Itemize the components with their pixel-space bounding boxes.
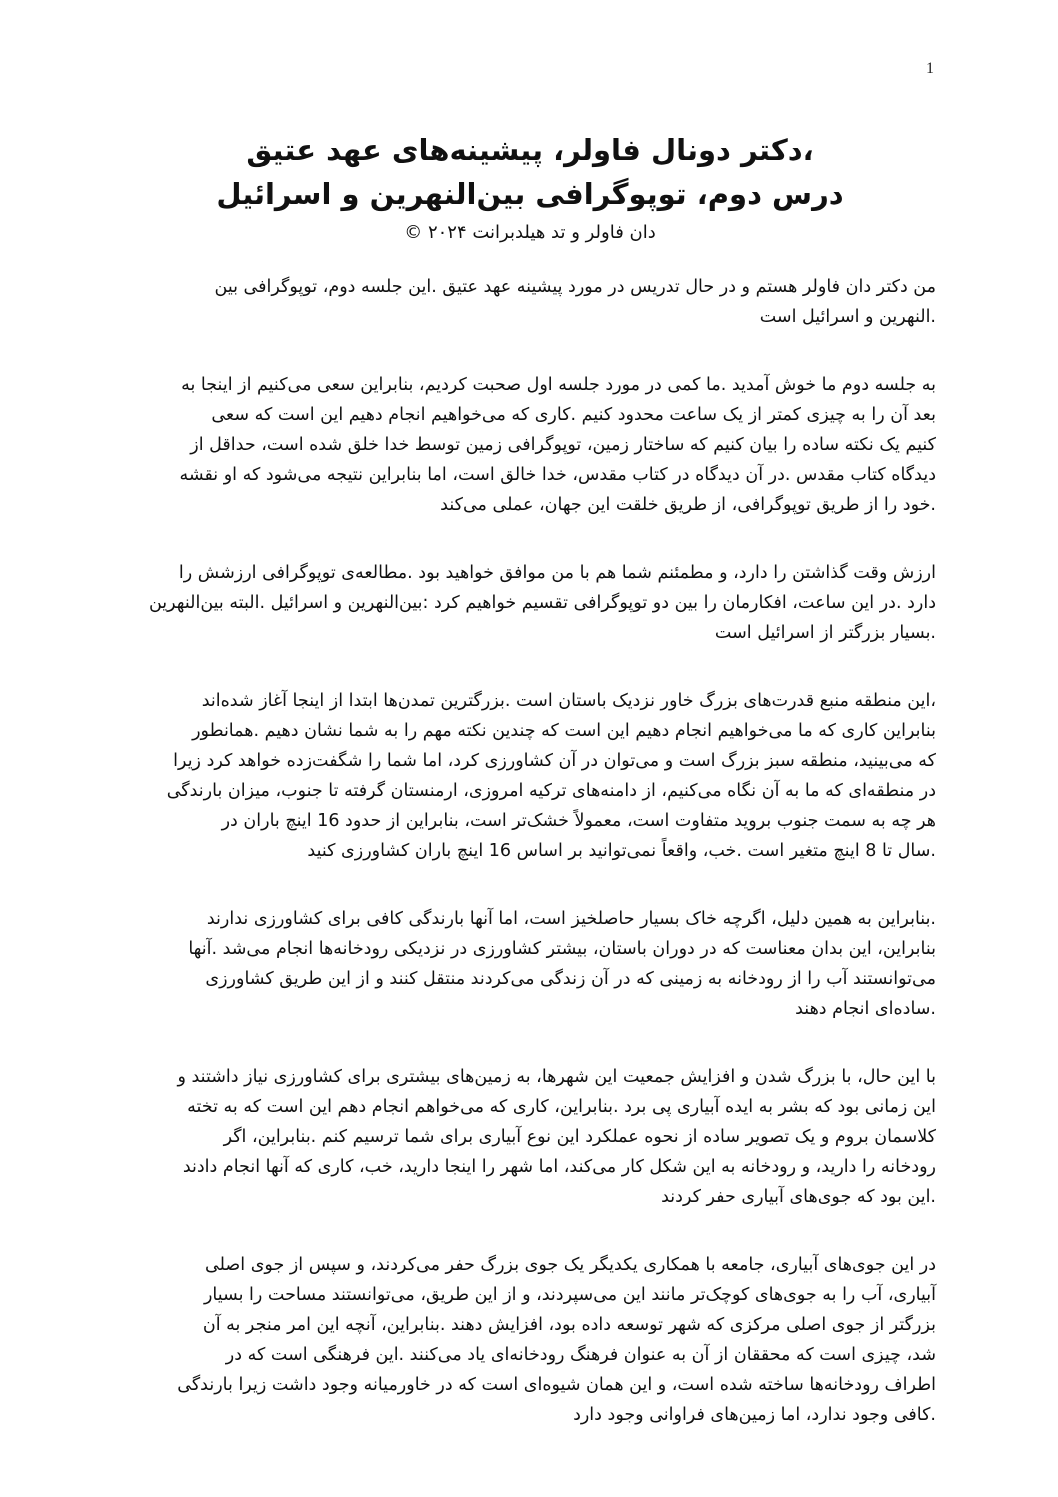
text-line: من دکتر دان فاولر هستم و در حال تدریس در مورد پیشینه عهد عتیق .این جلسه دوم، توپوگرافی بین [214, 277, 936, 297]
text-line: .این بود که جوی‌های آبیاری حفر کردند [661, 1187, 936, 1207]
document-body [120, 272, 936, 1468]
document-title-line-1: ،دکتر دونال فاولر، پیشینه‌های عهد عتیق [246, 133, 814, 167]
text-line: بعد آن را به چیزی کمتر از یک ساعت محدود کنیم .کاری که می‌خواهیم انجام دهیم این است که سعی [211, 405, 936, 425]
paragraph-4 [120, 686, 936, 866]
paragraph-7 [120, 1250, 936, 1430]
text-line: می‌توانستند آب را از رودخانه به زمینی که در آن زندگی می‌کردند منتقل کنند و از این طریق کشاورزی [205, 969, 936, 989]
text-line: .سال تا 8 اینچ متغیر است .خب، واقعاً نمی‌توانید بر اساس 16 اینچ باران کشاورزی کنید [307, 841, 936, 861]
text-line: .خود را از طریق توپوگرافی، از طریق خلقت این جهان، عملی می‌کند [440, 495, 936, 515]
text-line: دیدگاه کتاب مقدس .در آن دیدگاه در کتاب مقدس، خدا خالق است، اما بنابراین نتیجه می‌شود که او نقشه [179, 465, 936, 485]
paragraph-2 [120, 370, 936, 520]
text-line: در این جوی‌های آبیاری، جامعه با همکاری یکدیگر یک جوی بزرگ حفر می‌کردند، و سپس از جوی اصلی [205, 1255, 936, 1275]
text-line: که می‌بینید، منطقه سبز بزرگ است و می‌توان در آن کشاورزی کرد، اما شما را شگفت‌زده خواهد کرد زیرا [173, 751, 936, 771]
paragraph-6 [120, 1062, 936, 1212]
text-line: به جلسه دوم ما خوش آمدید .ما کمی در مورد جلسه اول صحبت کردیم، بنابراین سعی می‌کنیم از اینجا به [181, 375, 936, 395]
page-number: 1 [926, 60, 934, 77]
text-line: بنابراین، این بدان معناست که در دوران باستان، بیشتر کشاورزی در نزدیکی رودخانه‌ها انجام می‌شد .آنها [188, 939, 936, 959]
text-line: در منطقه‌ای که ما به آن نگاه می‌کنیم، از دامنه‌های ترکیه امروزی، ارمنستان گرفته تا جنوب، میزان بارندگی [166, 781, 936, 801]
text-line: دارد .در این ساعت، افکارمان را بین دو توپوگرافی تقسیم خواهیم کرد :بین‌النهرین و اسرائیل .البته بین‌النهرین [148, 593, 936, 613]
text-line: کلاسمان بروم و یک تصویر ساده از نحوه عملکرد این نوع آبیاری برای شما ترسیم کنم .بنابراین، اگر [223, 1127, 936, 1147]
text-line: کنیم یک نکته ساده را بیان کنیم که ساختار زمین، توپوگرافی زمین توسط خدا خلق شده است، حداقل از [190, 435, 936, 455]
text-line: .بنابراین به همین دلیل، اگرچه خاک بسیار حاصلخیز است، اما آنها بارندگی کافی برای کشاورزی ندارند [206, 909, 936, 929]
text-line: .ساده‌ای انجام دهند [795, 999, 936, 1019]
document-byline: دان فاولر و تد هیلدبرانت ۲۰۲۴ © [404, 222, 656, 243]
document-title-line-2: درس دوم، توپوگرافی بین‌النهرین و اسرائیل [216, 177, 844, 211]
text-line: ارزش وقت گذاشتن را دارد، و مطمئنم شما هم با من موافق خواهید بود .مطالعه‌ی توپوگرافی ارزشش را [178, 563, 936, 583]
document-header [130, 128, 930, 248]
paragraph-3 [120, 558, 936, 648]
text-line: شد، چیزی است که محققان از آن به عنوان فرهنگ رودخانه‌ای یاد می‌کنند .این فرهنگی است که در [225, 1345, 936, 1365]
text-line: بزرگتر از جوی اصلی مرکزی که شهر توسعه داده بود، افزایش دهند .بنابراین، آنچه این امر منجر به آن [202, 1315, 936, 1335]
text-line: رودخانه را دارید، و رودخانه به این شکل کار می‌کند، اما شهر را اینجا دارید، خب، کاری که آنها انجام دادند [182, 1157, 936, 1177]
text-line: اطراف رودخانه‌ها ساخته شده است، و این همان شیوه‌ای است که در خاورمیانه وجود داشت زیرا بارندگی [177, 1375, 936, 1395]
text-line: .کافی وجود ندارد، اما زمین‌های فراوانی وجود دارد [573, 1405, 936, 1425]
text-line: .النهرین و اسرائیل است [759, 307, 936, 327]
paragraph-1 [120, 272, 936, 332]
text-line: بنابراین کاری که ما می‌خواهیم انجام دهیم این است که چندین نکته مهم را به شما نشان دهیم .همانطور [192, 721, 936, 741]
text-line: هر چه به سمت جنوب بروید متفاوت است، معمولاً خشک‌تر است، بنابراین از حدود 16 اینچ باران در [221, 811, 936, 831]
text-line: ،این منطقه منبع قدرت‌های بزرگ خاور نزدیک باستان است .بزرگترین تمدن‌ها ابتدا از اینجا آغاز شده‌اند [201, 691, 936, 711]
text-line: آبیاری، آب را به جوی‌های کوچک‌تر مانند این می‌سپردند، و از این طریق، می‌توانستند مساحت را بسیار [203, 1285, 936, 1305]
text-line: با این حال، با بزرگ شدن و افزایش جمعیت این شهرها، به زمین‌های بیشتری برای کشاورزی نیاز داشتند و [177, 1067, 936, 1087]
paragraph-5 [120, 904, 936, 1024]
text-line: این زمانی بود که بشر به ایده آبیاری پی برد .بنابراین، کاری که می‌خواهم انجام دهم این است که به تخته [187, 1097, 936, 1117]
text-line: .بسیار بزرگتر از اسرائیل است [714, 623, 936, 643]
